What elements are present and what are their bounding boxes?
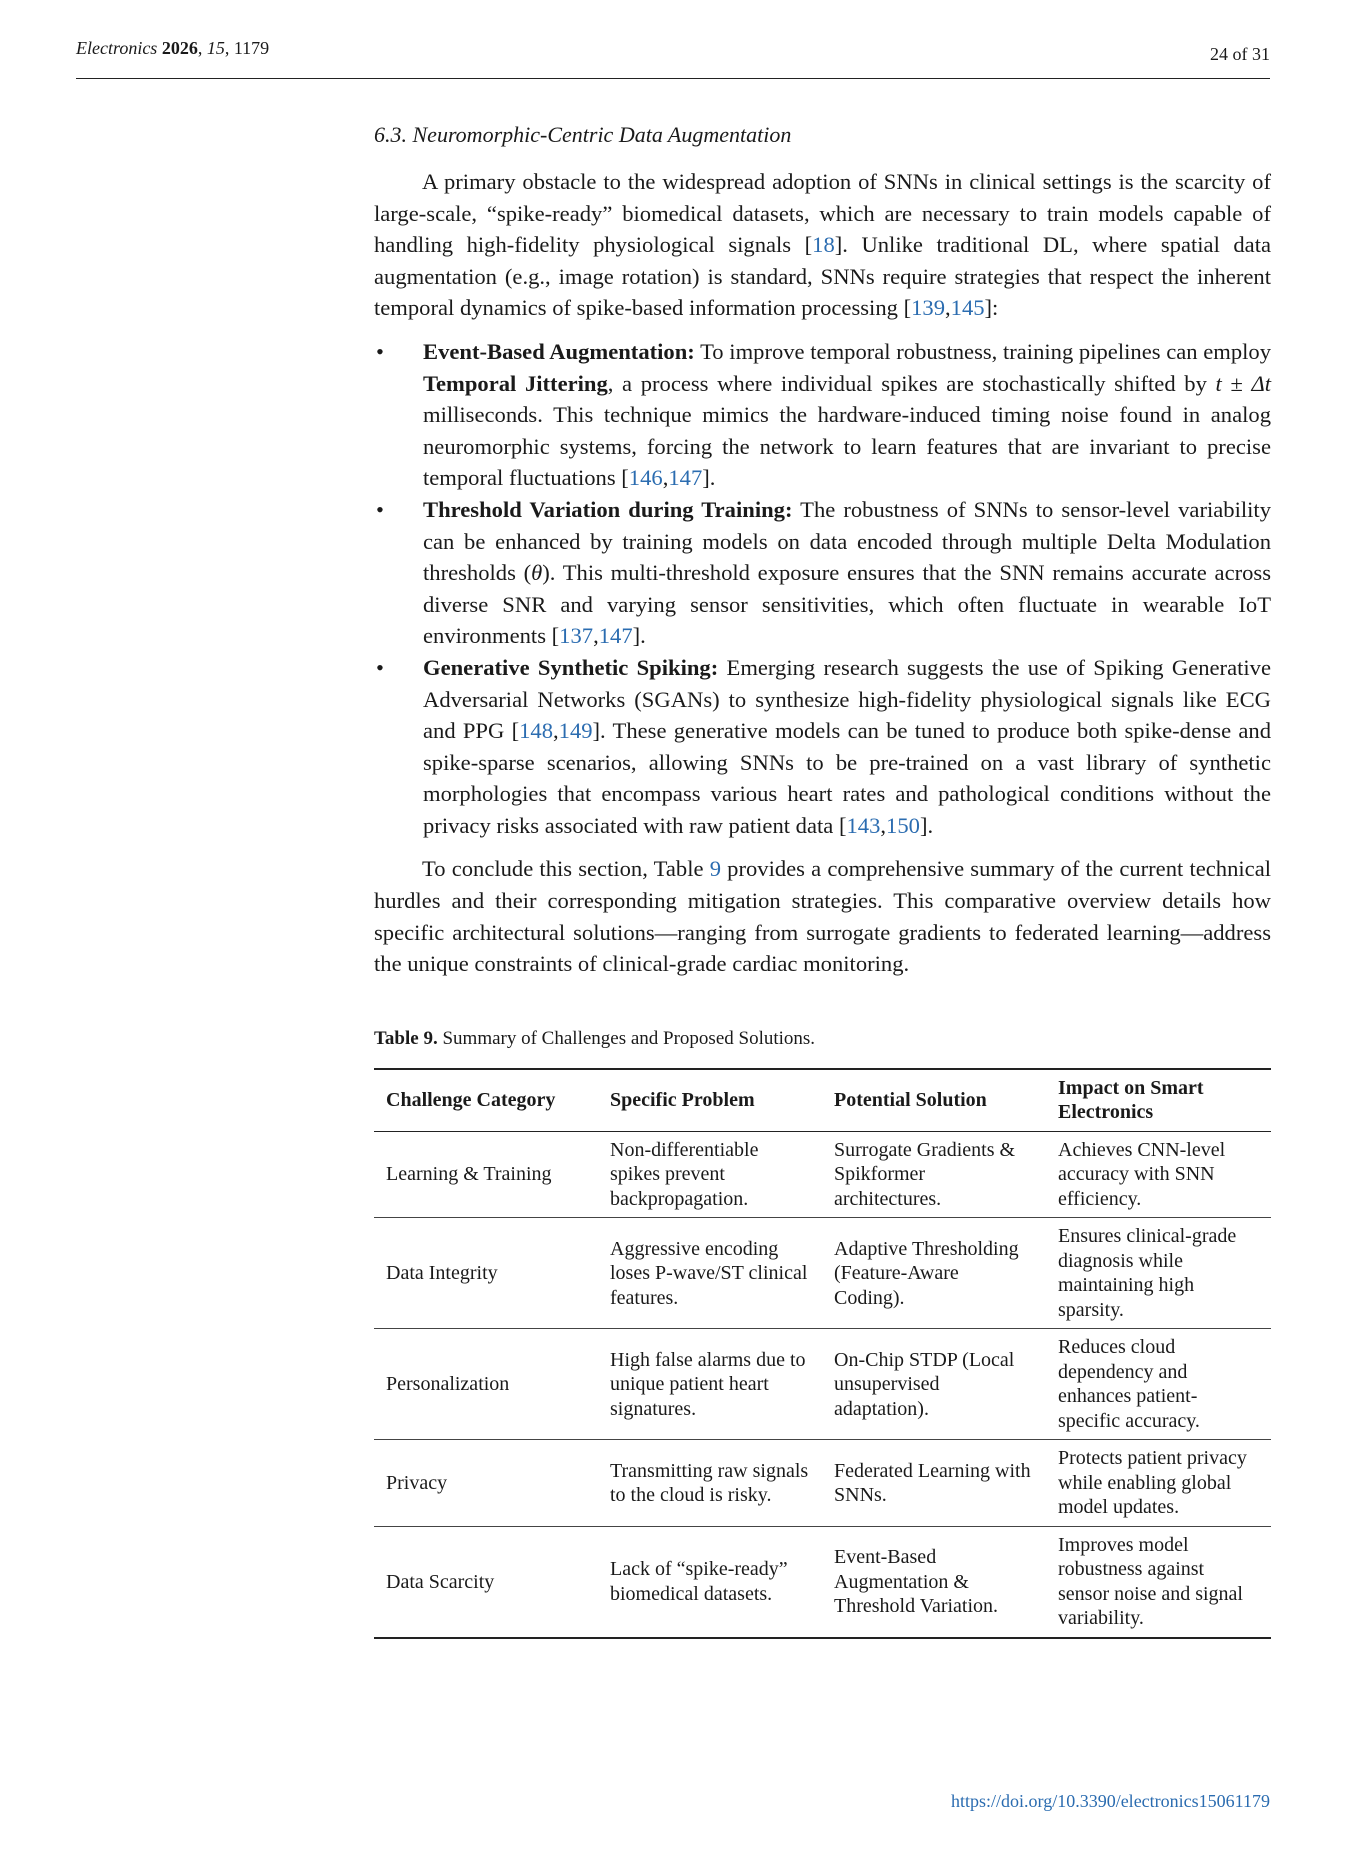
table-cell: Improves model robustness against sensor noise and signal variability. [1046,1526,1271,1638]
column-header: Specific Problem [598,1069,822,1132]
text-run: , a process where individual spikes are stochastically shifted by [607,370,1216,396]
table-cell: Data Integrity [374,1218,598,1329]
table-cell: Personalization [374,1329,598,1440]
page-number: 24 of 31 [1210,44,1270,64]
table-cell: Non-differentiable spikes prevent backpropagation. [598,1131,822,1218]
citation-link[interactable]: 137 [559,623,594,649]
journal-citation: Electronics 2026, 15, 1179 [76,38,270,58]
bullet-icon: • [376,496,384,522]
journal-volume: 15 [206,38,225,58]
table-cell: High false alarms due to unique patient heart signatures. [598,1329,822,1440]
table-row [374,1218,1271,1329]
main-content [374,122,1271,1639]
citation-link[interactable]: 146 [628,465,663,491]
table-cell: On-Chip STDP (Local unsupervised adaptation). [822,1329,1046,1440]
text-run: To conclude this section, Table [422,856,710,882]
citation-link[interactable]: 145 [950,295,985,321]
table-caption [374,1028,1271,1050]
text-run: ]. [919,812,934,838]
table-cell: Protects patient privacy while enabling global model updates. [1046,1440,1271,1527]
text-run: ]. Unlike traditional DL, where spatial data augmentation (e.g., image rotation) is standard, SNNs require strategies that respect the inherent temporal dynamics of spike-based information processing [ [374,232,1271,321]
citation-link[interactable]: 143 [846,812,881,838]
text-run: To improve temporal robustness, training pipelines can employ [694,338,1271,364]
table-cell: Achieves CNN-level accuracy with SNN efficiency. [1046,1131,1271,1218]
text-run: provides a comprehensive summary of the current technical hurdles and their corresponding mitigation strategies. This comparative overview details how specific architectural solutions—ranging from surrogate gradients to federated learning—address the unique constraints of clinical-grade cardiac monitoring. [374,856,1271,977]
table-cell: Data Scarcity [374,1526,598,1638]
table-cell: Surrogate Gradients & Spikformer architectures. [822,1131,1046,1218]
journal-year: 2026 [161,38,198,58]
table-cell: Adaptive Thresholding (Feature-Aware Coding). [822,1218,1046,1329]
bullet-icon: • [376,338,384,364]
bullet-icon: • [376,654,384,680]
table-cell: Reduces cloud dependency and enhances patient-specific accuracy. [1046,1329,1271,1440]
citation-link[interactable]: 139 [911,295,945,321]
intro-paragraph: A primary obstacle to the widespread adoption of SNNs in clinical settings is the scarcity of large-scale, “spike-ready” biomedical datasets, which are necessary to train models capable of handling high-fidelity physiological signals [18]. Unlike traditional DL, where spatial data augmentation (e.g., image rotation) is standard, SNNs require strategies that respect the inherent temporal dynamics of spike-based information processing [139,145]: [374,169,1271,321]
citation-link[interactable]: 148 [519,718,553,744]
text-run: ]. These generative models can be tuned to produce both spike-dense and spike-sparse scenarios, allowing SNNs to be pre-trained on a vast library of synthetic morphologies that encompass various heart rates and pathological conditions without the privacy risks associated with raw patient data [ [423,718,1271,838]
text-run: ]. [632,623,646,649]
text-run: ]: [984,295,999,321]
list-item: • Threshold Variation during Training: The robustness of SNNs to sensor-level variability can be enhanced by training models on data encoded through multiple Delta Modulation thresholds (θ). This multi-threshold exposure ensures that the SNN remains accurate across diverse SNR and varying sensor sensitivities, which often fluctuate in wearable IoT environments [137,147]. [374,494,1271,652]
table-cell: Lack of “spike-ready” biomedical datasets. [598,1526,822,1638]
bullet-lead: Event-Based Augmentation: [423,338,695,364]
list-item: • Generative Synthetic Spiking: Emerging research suggests the use of Spiking Generative Adversarial Networks (SGANs) to synthesize high-fidelity physiological signals like ECG and PPG [148,149]. These generative models can be tuned to produce both spike-dense and spike-sparse scenarios, allowing SNNs to be pre-trained on a vast library of synthetic morphologies that encompass various heart rates and pathological conditions without the privacy risks associated with raw patient data [143,150]. [374,652,1271,842]
column-header: Potential Solution [822,1069,1046,1132]
table-row [374,1329,1271,1440]
table-row [374,1440,1271,1527]
table-cell: Ensures clinical-grade diagnosis while maintaining high sparsity. [1046,1218,1271,1329]
bullet-list [374,336,1271,842]
citation-link[interactable]: 18 [812,232,835,258]
table-header-row [374,1069,1271,1132]
text-run: Emerging research suggests the use of Spiking Generative Adversarial Networks (SGANs) to synthesize high-fidelity physiological signals like ECG and PPG [ [423,654,1271,744]
citation-link[interactable]: 147 [668,465,703,491]
column-header: Impact on Smart Electronics [1046,1069,1271,1132]
article-number: 1179 [233,38,270,58]
citation-link[interactable]: 150 [886,812,920,838]
text-run: ]. [702,465,716,491]
bold-term: Temporal Jittering [423,370,608,396]
text-run: ). This multi-threshold exposure ensures that the SNN remains accurate across diverse SNR and varying sensor sensitivities, which often fluctuate in wearable IoT environments [ [423,560,1271,649]
citation-link[interactable]: 149 [558,718,593,744]
table-row [374,1526,1271,1638]
math-expression: θ [531,560,543,586]
summary-table [374,1068,1271,1639]
caption-label: Table 9. [374,1027,438,1049]
citation-link[interactable]: 147 [598,623,633,649]
table-cell: Transmitting raw signals to the cloud is risky. [598,1440,822,1527]
table-cell: Privacy [374,1440,598,1527]
text-run: milliseconds. This technique mimics the hardware-induced timing noise found in analog neuromorphic systems, forcing the network to learn features that are invariant to precise temporal fluctuations [ [423,402,1271,491]
math-expression: t ± Δt [1215,370,1271,396]
doi-link[interactable]: https://doi.org/10.3390/electronics15061179 [951,1791,1270,1811]
column-header: Challenge Category [374,1069,598,1132]
table-link[interactable]: 9 [709,856,721,882]
table-cell: Learning & Training [374,1131,598,1218]
list-item: • Event-Based Augmentation: To improve temporal robustness, training pipelines can employ Temporal Jittering, a process where individual spikes are stochastically shifted by t ± Δt milliseconds. This technique mimics the hardware-induced timing noise found in analog neuromorphic systems, forcing the network to learn features that are invariant to precise temporal fluctuations [146,147]. [374,336,1271,494]
table-cell: Event-Based Augmentation & Threshold Variation. [822,1526,1046,1638]
bullet-lead: Threshold Variation during Training: [423,496,793,522]
table-cell: Federated Learning with SNNs. [822,1440,1046,1527]
table-cell: Aggressive encoding loses P-wave/ST clinical features. [598,1218,822,1329]
conclusion-paragraph [374,853,1271,979]
caption-text: Summary of Challenges and Proposed Solutions. [437,1027,816,1049]
table-row [374,1131,1271,1218]
text-run: The robustness of SNNs to sensor-level variability can be enhanced by training models on data encoded through multiple Delta Modulation thresholds ( [423,496,1271,586]
page-header [76,38,1270,79]
bullet-lead: Generative Synthetic Spiking: [423,654,719,680]
text-run: A primary obstacle to the widespread adoption of SNNs in clinical settings is the scarcity of large-scale, “spike-ready” biomedical datasets, which are necessary to train models capable of handling high-fidelity physiological signals [ [374,169,1271,258]
section-title: 6.3. Neuromorphic-Centric Data Augmentation [374,122,792,147]
journal-name: Electronics [76,38,158,58]
